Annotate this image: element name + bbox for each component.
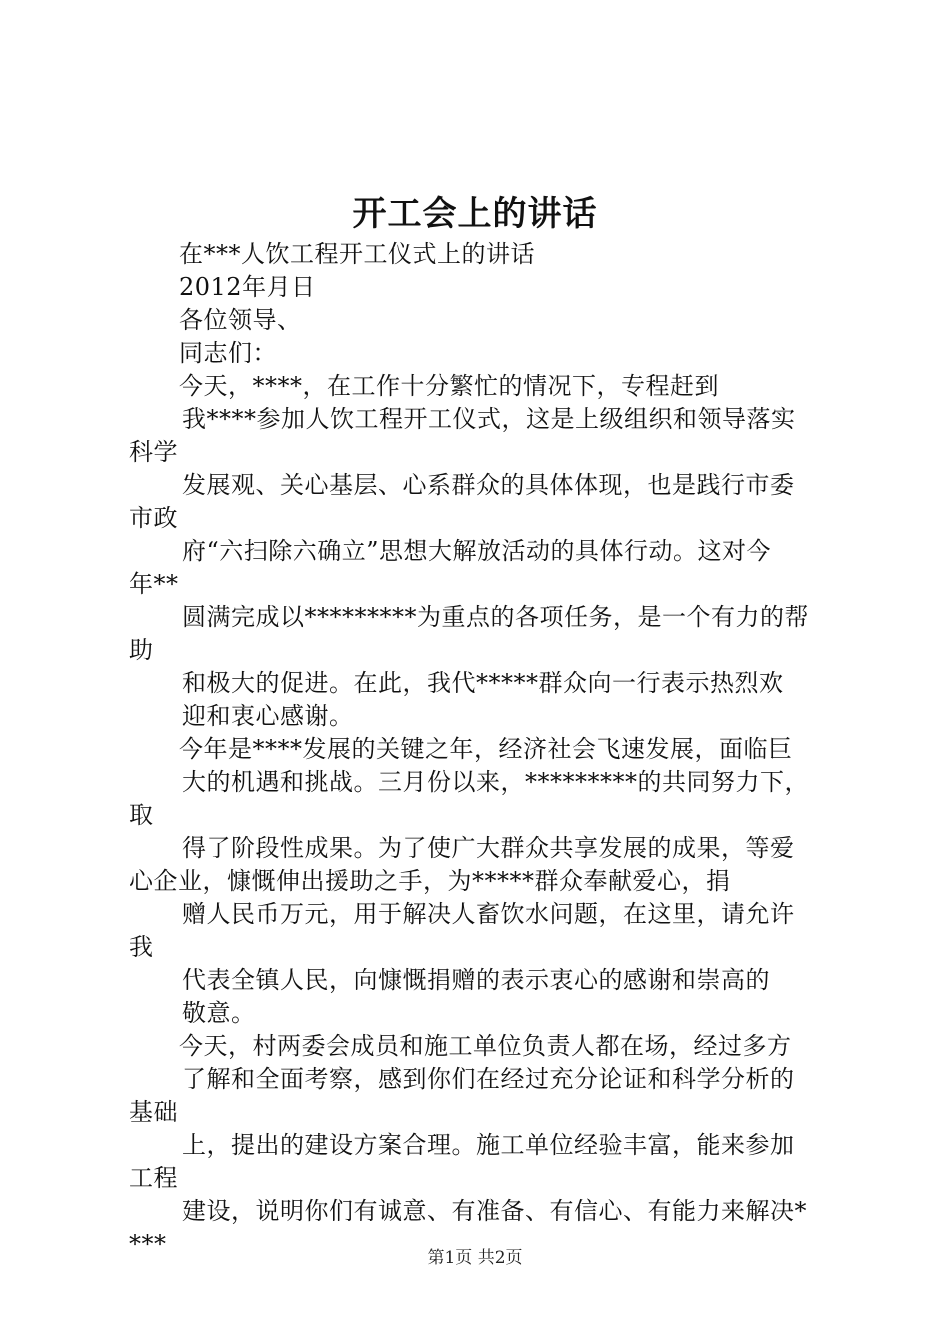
- text-line: 赠人民币万元，用于解决人畜饮水问题，在这里，请允许: [182, 900, 795, 928]
- text-line: 我: [129, 933, 154, 961]
- text-line: 在***人饮工程开工仪式上的讲话: [179, 240, 535, 268]
- page-footer: 第1页 共2页: [427, 1248, 523, 1268]
- text-line: 各位领导、: [179, 306, 302, 334]
- text-line: 上，提出的建设方案合理。施工单位经验丰富，能来参加: [182, 1131, 795, 1159]
- text-line: 和极大的促进。在此，我代*****群众向一行表示热烈欢: [182, 669, 784, 697]
- document-body: [129, 238, 839, 1261]
- text-line: 取: [129, 801, 154, 829]
- text-line: 市政: [129, 504, 178, 532]
- text-line: 同志们：: [179, 339, 277, 367]
- text-line: 年**: [129, 570, 179, 598]
- document-title: 开工会上的讲话: [352, 194, 598, 234]
- text-line: 敬意。: [182, 999, 256, 1027]
- text-line: 得了阶段性成果。为了使广大群众共享发展的成果，等爱: [182, 834, 795, 862]
- text-line: 圆满完成以*********为重点的各项任务，是一个有力的帮: [182, 603, 809, 631]
- text-line: 今天，****，在工作十分繁忙的情况下，专程赶到: [179, 372, 719, 400]
- text-line: 府“六扫除六确立”思想大解放活动的具体行动。这对今: [182, 537, 772, 565]
- text-line: 科学: [129, 438, 178, 466]
- text-line: 基础: [129, 1098, 178, 1126]
- text-line: 心企业，慷慨伸出援助之手，为*****群众奉献爱心，捐: [129, 867, 731, 895]
- text-line: ***: [129, 1230, 167, 1258]
- text-line: 工程: [129, 1164, 178, 1192]
- text-line: 今年是****发展的关键之年，经济社会飞速发展，面临巨: [179, 735, 793, 763]
- text-line: 大的机遇和挑战。三月份以来，*********的共同努力下，: [182, 768, 809, 796]
- text-line: 2012年月日: [179, 273, 316, 301]
- text-line: 发展观、关心基层、心系群众的具体体现，也是践行市委: [182, 471, 795, 499]
- text-line: 建设，说明你们有诚意、有准备、有信心、有能力来解决*: [182, 1197, 807, 1225]
- text-line: 迎和衷心感谢。: [182, 702, 354, 730]
- text-line: 今天，村两委会成员和施工单位负责人都在场，经过多方: [179, 1032, 792, 1060]
- text-line: 我****参加人饮工程开工仪式，这是上级组织和领导落实: [182, 405, 796, 433]
- text-line: 助: [129, 636, 154, 664]
- text-line: 了解和全面考察，感到你们在经过充分论证和科学分析的: [182, 1065, 795, 1093]
- text-line: 代表全镇人民，向慷慨捐赠的表示衷心的感谢和崇高的: [182, 966, 770, 994]
